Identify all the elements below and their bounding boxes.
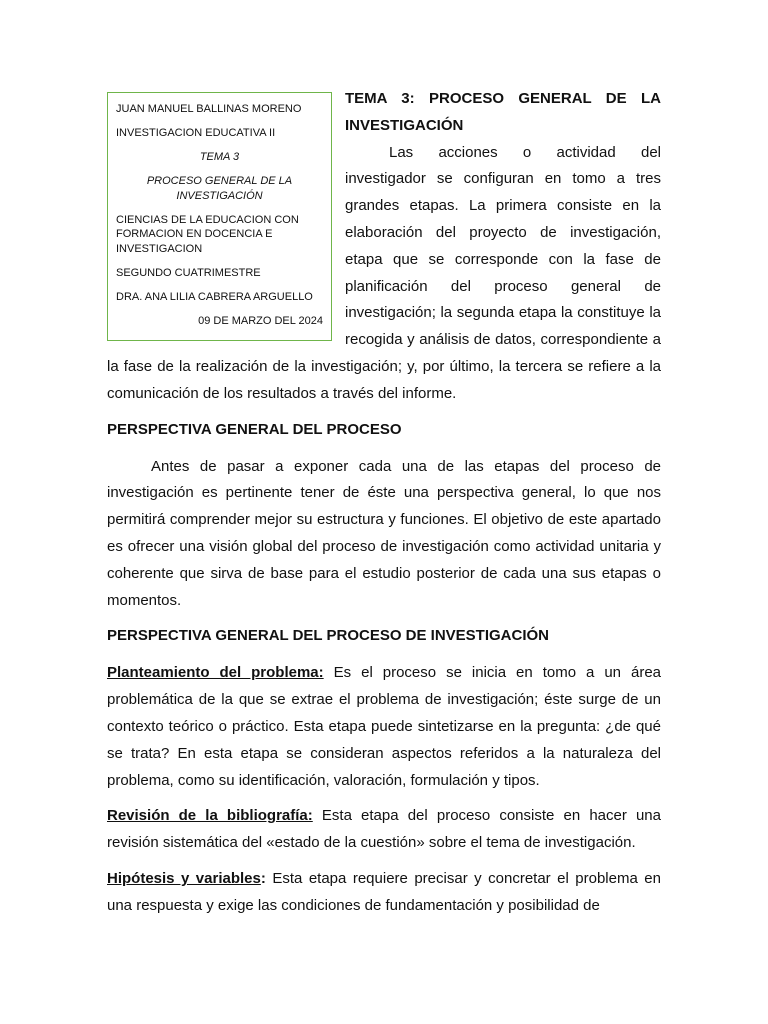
item-text: Esta etapa del proceso consiste en hacer una revisión sistemática del «estado de la cuestión» sobre el tema de investigación. <box>107 807 661 852</box>
item-term: Hipótesis y variables <box>107 869 261 887</box>
term-name: SEGUNDO CUATRIMESTRE <box>116 266 261 279</box>
item-colon: : <box>260 869 266 887</box>
item-term: Revisión de la bibliografía: <box>107 807 313 825</box>
topic-name: PROCESO GENERAL DE LA INVESTIGACIÓN <box>146 175 293 202</box>
author-name: JUAN MANUEL BALLINAS MORENO <box>116 103 302 115</box>
paragraph-gap <box>107 857 661 866</box>
section2-heading: PERSPECTIVA GENERAL DEL PROCESO DE INVESTIGACIÓN <box>107 627 550 645</box>
topic-number: TEMA 3 <box>199 151 240 163</box>
section1-heading: PERSPECTIVA GENERAL DEL PROCESO <box>107 420 402 438</box>
item-term: Planteamiento del problema: <box>107 664 324 682</box>
item-problem-statement <box>107 660 661 794</box>
item-hypothesis-variables <box>107 866 661 920</box>
document-title: TEMA 3: PROCESO GENERAL DE LA INVESTIGACIÓN <box>345 90 661 134</box>
document-date: 09 DE MARZO DEL 2024 <box>198 314 323 327</box>
item-text: Es el proceso se inicia en tomo a un área problemática de la que se extrae el problema de investigación; éste surge de un contexto teórico o práctico. Esta etapa puede sintetizarse en la pregunta: ¿de qué se trata? En esta etapa se consideran aspectos referidos a la naturaleza del problema, como su identificación, valoración, formulación y tipos. <box>107 664 662 789</box>
item-bibliography-review <box>107 803 661 857</box>
teacher-name: DRA. ANA LILIA CABRERA ARGUELLO <box>116 290 313 303</box>
course-name: INVESTIGACION EDUCATIVA II <box>116 127 276 139</box>
program-name: CIENCIAS DE LA EDUCACION CON FORMACION EN DOCENCIA E INVESTIGACION <box>116 213 299 255</box>
document-content <box>107 86 661 920</box>
intro-paragraph: Las acciones o actividad del investigador se configuran en tomo a tres grandes etapas. La primera consiste en la elaboración del proyecto de investigación, etapa que se corresponde con la fase de planificación del proceso general de investigación; la segunda etapa la constituye la recogida y análisis de datos, correspondiente a la fase de la realización de la investigación; y, por último, la tercera se refiere a la comunicación de los resultados a través del informe. <box>107 143 661 402</box>
item-text: Esta etapa requiere precisar y concretar el problema en una respuesta y exige las condiciones de fundamentación y posibilidad de <box>107 869 661 914</box>
paragraph-gap <box>107 794 661 803</box>
section1-paragraph: Antes de pasar a exponer cada una de las etapas del proceso de investigación es pertinente tener de éste una perspectiva general, lo que nos permitirá comprender mejor su estructura y funciones. El objetivo de este apartado es ofrecer una visión global del proceso de investigación como actividad unitaria y coherente que sirva de base para el estudio posterior de cada una sus etapas o momentos. <box>107 457 661 609</box>
cover-info-box <box>107 92 332 341</box>
